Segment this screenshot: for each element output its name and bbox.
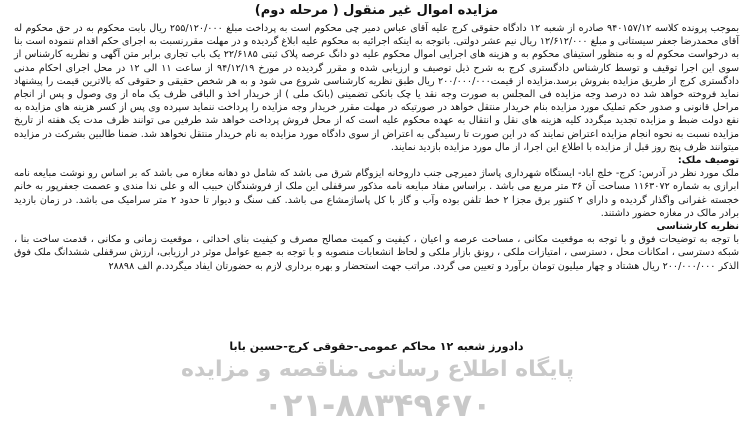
notice-paragraph-expert: با توجه به توضیحات فوق و با توجه به موقعیت مکانی ، مساحت عرصه و اعیان ، کیفیت و کمیت مصالح مصرف و کیفیت بنای احداثی ، موقعیت زمانی و مکانی ، قدمت ساخت بنا ، شبکه دسترسی ، امکانات محل ، دسترسی ، امتیازات ملکی ، رونق بازار ملکی و لحاظ انشعابات منصوبه و با توجه به جمیع عوامل موثر در ارزیابی، ارزش سرقفلی ششدانگ ملک فوق الذکر ۲۰۰/۰۰۰/۰۰۰ ریال هشتاد و چهار میلیون تومان برآورد و تعیین می گردد. مراتب جهت استحضار و بهره برداری لازم به حضورتان ایفاد میگردد.م الف ۲۸۸۹۸ (14, 234, 739, 272)
watermark (150, 355, 605, 427)
notice-paragraph-intro: بموجب پرونده کلاسه ۹۴۰۱۵۷/۱۲ صادره از شعبه ۱۲ دادگاه حقوقی کرج علیه آقای عباس دمیر چی محکوم است به پرداخت مبلغ ۲۵۵/۱۲۰/۰۰۰ ریال بابت محکوم به در حق محکوم له آقای محمدرضا جعفر سیستانی و مبلغ ۱۲/۶۱۲/۰۰۰ ریال نیم عشر دولتی. باتوجه به اینکه اجرائیه به محکوم علیه ابلاغ گردیده و در مهلت مقررنسبت به اجرای حکم اقدام ننموده است بنا به درخواست محکوم له و به منظور استیفای محکوم به و هزینه های اجرایی اموال محکوم علیه دو دانگ عرصه پلاک ثبتی ۲۲/۶۱۸۵ یک باب تجاری برابر متن آگهی و نظریه کارشناس از سوی این اجرا توقیف و توسط کارشناس دادگستری کرج به شرح ذیل توصیف و ارزیابی شده و مقرر گردیده در مورخ ۹۴/۱۲/۱۹ از ساعت ۱۱ الی ۱۲ در محل اجرای احکام مدنی دادگستری کرج از طریق مزایده بفروش برسد.مزایده از قیمت۲۰۰/۰۰۰/۰۰۰ ریال طبق نظریه کارشناسی شروع می شود و به هر شخص حقیقی و حقوقی که بالاترین قیمت را پیشنهاد نماید فروخته خواهد شد ده درصد وجه مزایده فی المجلس به صورت وجه نقد یا چک بانکی تضمینی (بانک ملی ) از خریدار اخذ و الباقی ظرف یک ماه از وی وصول و پس از انجام مراحل قانونی و صدور حکم تملیک مورد مزایده بنام خریدار منتقل خواهد در صورتیکه در مهلت مقرر خریدار وجه مزایده را پرداخت ننماید سپرده وی پس از کسر هزینه های مزایده به نفع دولت ضبط و مزایده تجدید میگردد کلیه هزینه های نقل و انتقال به عهده محکوم علیه است که از محل فروش پرداخت خواهد شد طرفین می توانند ظرف مدت یک هفته از تاریخ مزایده نسبت به نحوه انجام مزایده اعتراض نمایند که در این صورت تا رسیدگی به اعتراض از سوی دادگاه مورد مزایده به نام خریدار منتقل نخواهد شد. ضمنا طالبین بشرکت در مزایده میتوانند ظرف پنج روز قبل از مزایده با اطلاع این اجرا، از مال مورد مزایده بازدید نمایند. (14, 23, 740, 153)
notice-signature: دادورز شعبه ۱۲ محاکم عمومی-حقوقی کرج-حسین بابا (229, 340, 524, 353)
watermark-phone: ۰۲۱-۸۸۳۴۹۶۷۰ (263, 386, 492, 424)
property-description-heading: توصیف ملک: (677, 155, 739, 167)
expert-opinion-heading: نظریه کارشناسی (656, 221, 739, 233)
notice-body (14, 22, 739, 273)
watermark-site-name: پایگاه اطلاع رسانی مناقصه و مزایده (181, 357, 574, 382)
notice-paragraph-property: ملک مورد نظر در آدرس: کرج- خلج اباد- ایستگاه شهرداری پاساژ دمیرچی جنب داروخانه ایزوگام شرق می باشد که شامل دو دهانه مغازه می باشد که بر اساس رو نوشت مبایعه نامه ابرازی به شماره ۱۱۶۳۰۷۲ مساحت آن ۳۶ متر مربع می باشد . براساس مفاد مبایعه نامه مذکور سرقفلی این ملک از فروشندگان حبیب اله و علی ندا مندی و عصمت جعفرپور به خانم خجسته غفرانی واگذار گردیده و دارای ۲ کنتور برق مجزا ۲ خط تلفن بوده وآب و گاز با کل پاساژمشاع می باشد. کف سنگ و دیوار تا حدود ۲ متر سرامیک می باشد. در زمان بازدید برادر مالک در مغازه حضور داشتند. (14, 168, 739, 219)
notice-title: مزایده اموال غیر منقول ( مرحله دوم) (254, 3, 499, 18)
